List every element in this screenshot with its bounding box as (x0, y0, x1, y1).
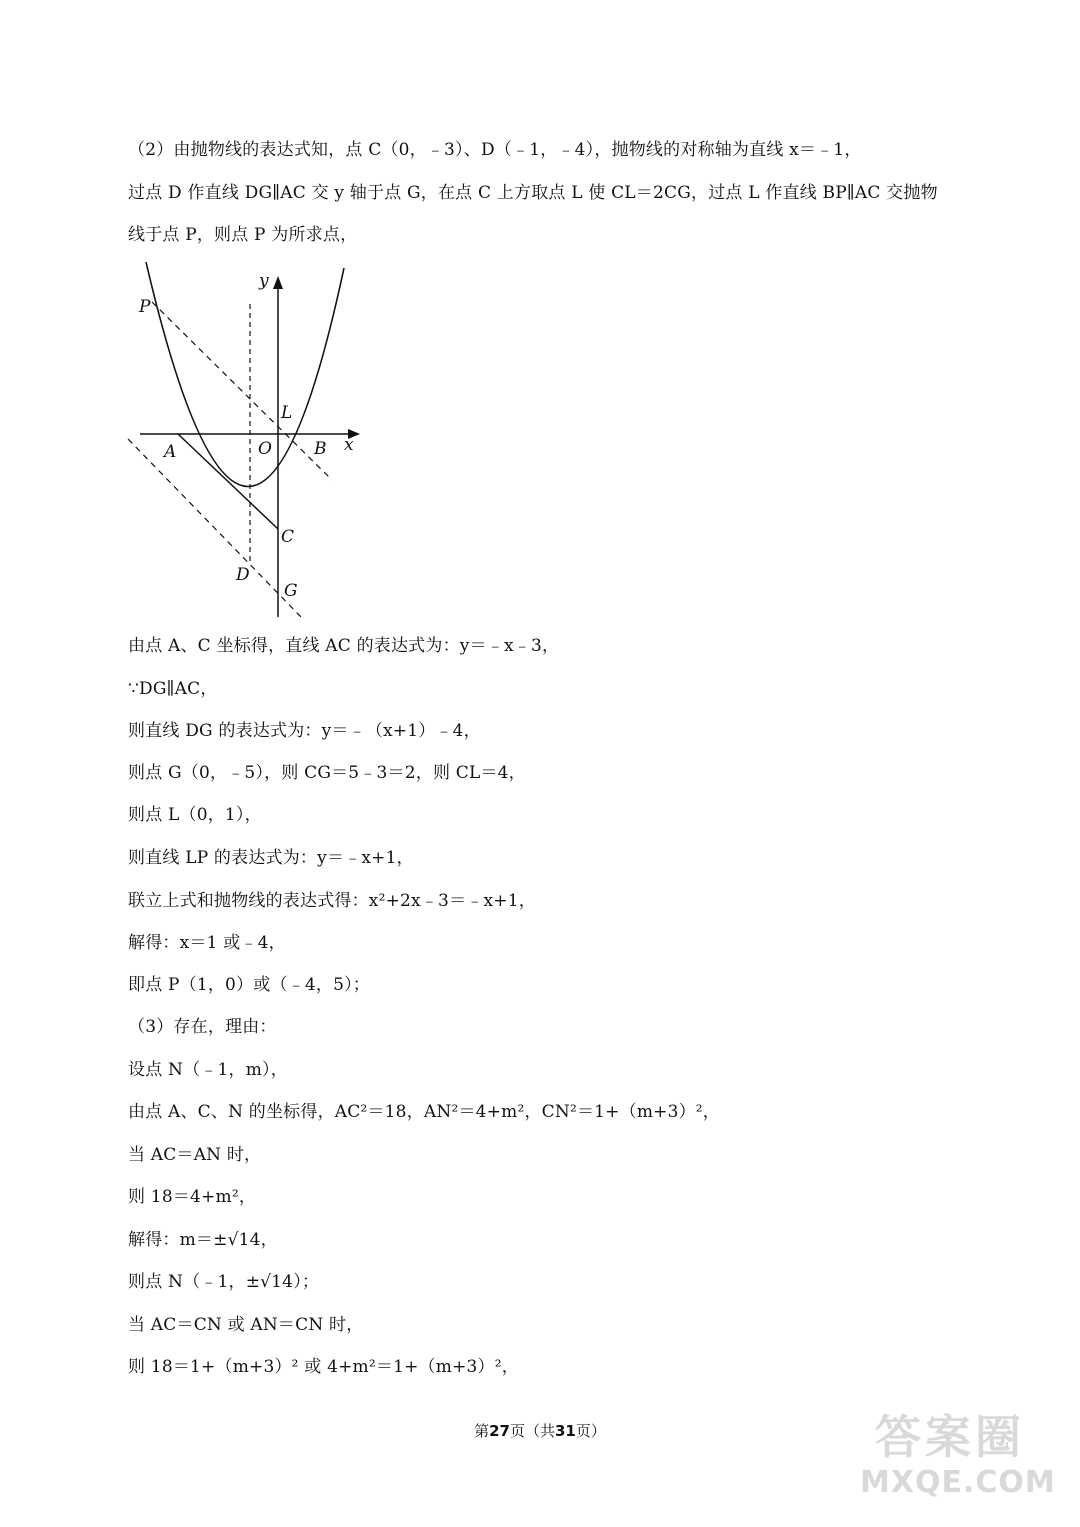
label-a: A (164, 442, 177, 462)
line-dg (128, 439, 302, 618)
text-line-7: 则点 G（0，﹣5），则 CG＝5﹣3＝2，则 CL＝4， (128, 763, 526, 783)
text-line-6: 则直线 DG 的表达式为：y＝﹣（x+1）﹣4， (128, 721, 481, 741)
text-line-5: ∵DG∥AC， (128, 679, 218, 699)
text-line-10: 联立上式和抛物线的表达式得：x²+2x﹣3＝﹣x+1， (128, 891, 536, 911)
label-p: P (139, 297, 151, 317)
label-g: G (284, 581, 298, 601)
watermark-logo (860, 1409, 1056, 1519)
text-line-3: 线于点 P，则点 P 为所求点， (128, 225, 358, 245)
label-l: L (281, 403, 293, 423)
footer-mid: 页（共 (509, 1422, 555, 1440)
text-line-21: 则 18＝1+（m+3）² 或 4+m²＝1+（m+3）²， (128, 1357, 519, 1377)
text-line-14: 设点 N（﹣1，m）， (128, 1060, 288, 1080)
text-line-19: 则点 N（﹣1，±√14）； (128, 1272, 320, 1292)
text-line-17: 则 18＝4+m²， (128, 1187, 257, 1207)
text-line-18: 解得：m＝±√14， (128, 1230, 278, 1250)
total-pages: 31 (555, 1422, 576, 1440)
watermark-bottom-text: MXQE.COM (860, 1465, 1056, 1500)
label-c: C (281, 527, 295, 547)
label-x: x (344, 435, 354, 455)
label-d: D (236, 565, 250, 585)
text-line-2: 过点 D 作直线 DG∥AC 交 y 轴于点 G，在点 C 上方取点 L 使 CL＝2CG，过点 L 作直线 BP∥AC 交抛物 (128, 183, 938, 203)
text-line-16: 当 AC＝AN 时， (128, 1145, 262, 1165)
text-line-8: 则点 L（0，1）， (128, 805, 262, 825)
label-b: B (314, 439, 327, 459)
text-line-1: （2）由抛物线的表达式知，点 C（0，﹣3）、D（﹣1，﹣4），抛物线的对称轴为直线 x＝﹣1， (128, 140, 862, 160)
watermark-top-text: 答案圈 (875, 1410, 1025, 1464)
text-line-15: 由点 A、C、N 的坐标得，AC²＝18，AN²＝4+m²，CN²＝1+（m+3）²， (128, 1102, 721, 1122)
text-line-20: 当 AC＝CN 或 AN＝CN 时， (128, 1315, 364, 1335)
label-y: y (259, 271, 269, 291)
footer-suffix: 页） (575, 1422, 606, 1440)
page-number: 27 (489, 1422, 510, 1440)
text-line-13: （3）存在，理由： (128, 1017, 277, 1037)
parabola-figure (120, 262, 370, 624)
text-line-4: 由点 A、C 坐标得，直线 AC 的表达式为：y＝﹣x﹣3， (128, 636, 560, 656)
text-line-9: 则直线 LP 的表达式为：y＝﹣x+1， (128, 848, 414, 868)
label-o: O (258, 439, 272, 459)
y-axis-arrow (273, 276, 283, 289)
text-line-12: 即点 P（1，0）或（﹣4，5）； (128, 975, 371, 995)
footer-prefix: 第 (474, 1422, 490, 1440)
line-pl (152, 302, 332, 480)
text-line-11: 解得：x＝1 或﹣4， (128, 933, 286, 953)
